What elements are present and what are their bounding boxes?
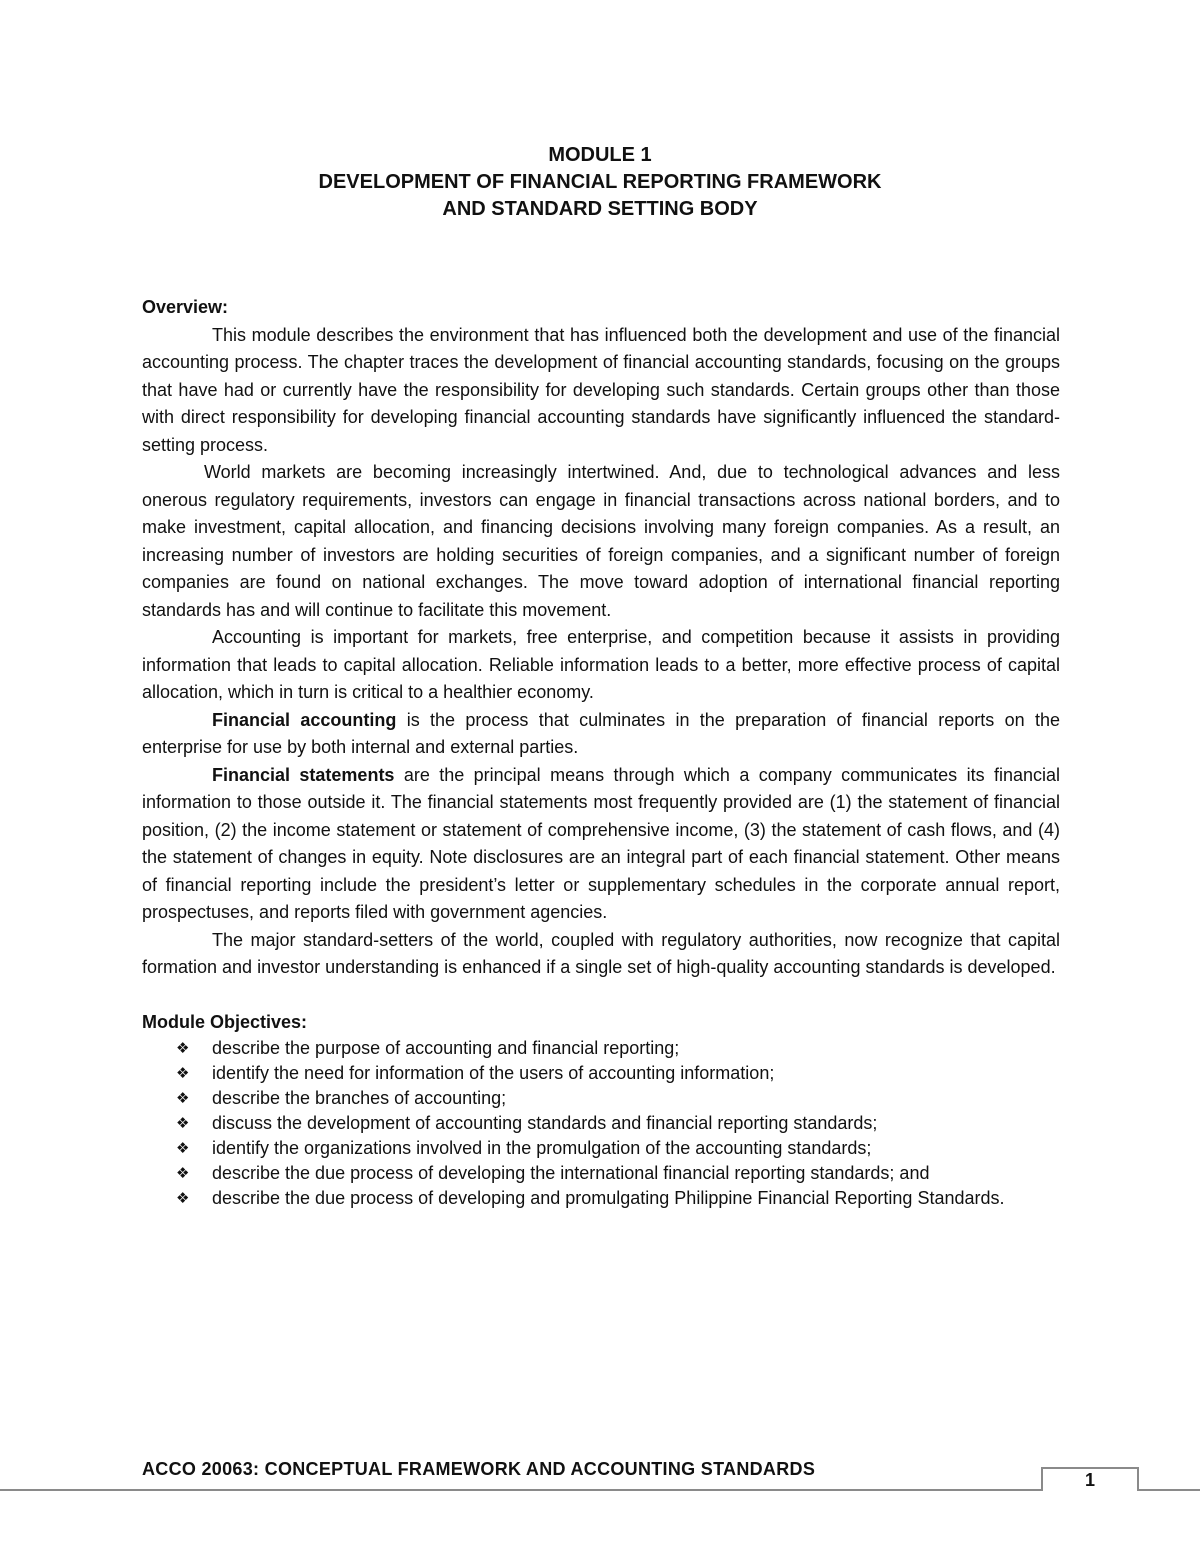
list-item-text: describe the purpose of accounting and financial reporting;: [212, 1037, 680, 1058]
list-item: [142, 1061, 1060, 1086]
list-item: [142, 1036, 1060, 1061]
overview-paragraph-5: [142, 762, 1060, 927]
footer-course-title: ACCO 20063: CONCEPTUAL FRAMEWORK AND ACCOUNTING STANDARDS: [142, 1459, 816, 1479]
diamond-bullet-icon: ❖: [176, 1189, 190, 1207]
list-item: [142, 1111, 1060, 1136]
diamond-bullet-icon: ❖: [176, 1164, 190, 1182]
list-item-text: describe the due process of developing the international financial reporting standards; and: [212, 1162, 930, 1183]
page-number: 1: [1084, 1470, 1095, 1490]
diamond-bullet-icon: ❖: [176, 1064, 190, 1082]
module-title-line-2: AND STANDARD SETTING BODY: [442, 198, 758, 220]
footer-rule-line: [0, 1468, 1200, 1490]
overview-paragraph-2: World markets are becoming increasingly intertwined. And, due to technological advances and less onerous regulatory requirements, investors can engage in financial transactions across national borders, and to make investment, capital allocation, and financing decisions involving many foreign companies. As a result, an increasing number of investors are holding securities of foreign companies, and a significant number of foreign companies are found on national exchanges. The move toward adoption of international financial reporting standards has and will continue to facilitate this movement.: [142, 462, 1060, 620]
paragraph-5-text: are the principal means through which a company communicates its financial information to those outside it. The financial statements most frequently provided are (1) the statement of financial position, (2) the income statement or statement of comprehensive income, (3) the statement of cash flows, and (4) the statement of changes in equity. Note disclosures are an integral part of each financial statement. Other means of financial reporting include the president’s letter or supplementary schedules in the corporate annual report, prospectuses, and reports filed with government agencies.: [142, 764, 1061, 922]
overview-paragraph-3: Accounting is important for markets, free enterprise, and competition because it assists in providing information that leads to capital allocation. Reliable information leads to a better, more effective process of capital allocation, which in turn is critical to a healthier economy.: [142, 627, 1060, 702]
overview-paragraph-1: This module describes the environment that has influenced both the development and use of the financial accounting process. The chapter traces the development of financial accounting standards, focusing on the groups that have had or currently have the responsibility for developing such standards. Certain groups other than those with direct responsibility for developing financial accounting standards have significantly influenced the standard-setting process.: [142, 324, 1060, 455]
diamond-bullet-icon: ❖: [176, 1039, 190, 1057]
diamond-bullet-icon: ❖: [176, 1089, 190, 1107]
overview-paragraph-6: The major standard-setters of the world, coupled with regulatory authorities, now recognize that capital formation and investor understanding is enhanced if a single set of high-quality accounting standards is developed.: [142, 929, 1060, 977]
module-title-line-1: DEVELOPMENT OF FINANCIAL REPORTING FRAMEWORK: [318, 171, 882, 193]
objectives-heading: Module Objectives:: [142, 1011, 308, 1032]
list-item-text: identify the need for information of the users of accounting information;: [212, 1062, 775, 1083]
term-financial-accounting: Financial accounting: [212, 709, 397, 730]
list-item-text: describe the due process of developing and promulgating Philippine Financial Reporting Standards.: [212, 1187, 1005, 1208]
list-item-text: identify the organizations involved in the promulgation of the accounting standards;: [212, 1137, 872, 1158]
term-financial-statements: Financial statements: [212, 764, 395, 785]
paragraph-4-text: is the process that culminates in the preparation of financial reports on the enterprise for use by both internal and external parties.: [142, 709, 1060, 757]
list-item-text: discuss the development of accounting standards and financial reporting standards;: [212, 1112, 878, 1133]
list-item-text: describe the branches of accounting;: [212, 1087, 507, 1108]
list-item: [142, 1161, 1060, 1186]
diamond-bullet-icon: ❖: [176, 1114, 190, 1132]
list-item: [142, 1136, 1060, 1161]
module-body: [142, 294, 1060, 1211]
module-number: MODULE 1: [548, 144, 652, 166]
footer-rule: [0, 1465, 1200, 1495]
objectives-list: [142, 1036, 1060, 1211]
overview-heading: Overview:: [142, 297, 229, 317]
overview-paragraph-4: [142, 707, 1060, 762]
list-item: [142, 1086, 1060, 1111]
module-title: [0, 142, 1200, 223]
list-item: [142, 1186, 1060, 1211]
diamond-bullet-icon: ❖: [176, 1139, 190, 1157]
